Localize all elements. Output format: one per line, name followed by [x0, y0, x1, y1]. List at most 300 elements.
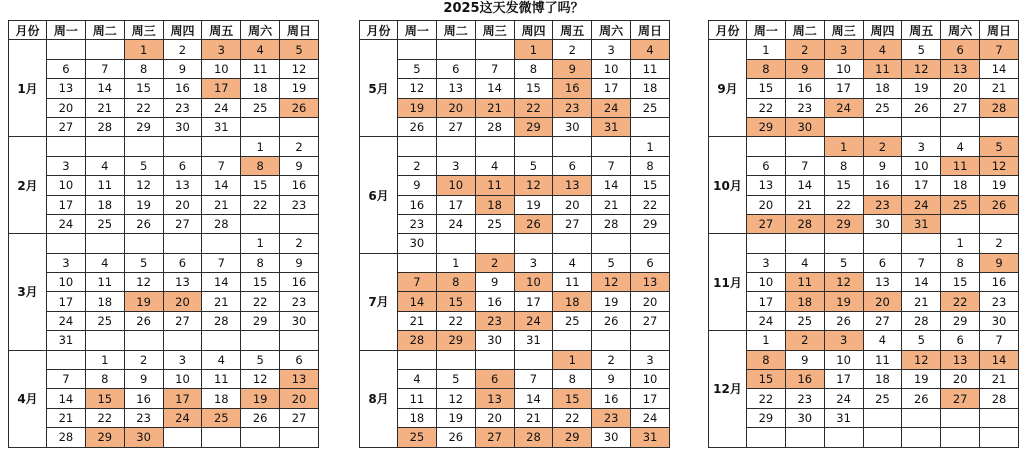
weekday-header: 周一	[47, 21, 86, 40]
posted-day-cell: 1	[553, 350, 592, 369]
day-cell: 9	[124, 370, 163, 389]
weekday-header: 周日	[280, 21, 319, 40]
posted-day-cell: 5	[280, 40, 319, 59]
day-cell: 29	[241, 311, 280, 330]
day-cell: 25	[863, 389, 902, 408]
day-cell: 5	[436, 370, 475, 389]
week-row	[9, 98, 319, 117]
week-row	[360, 79, 670, 98]
empty-day-cell	[163, 331, 202, 350]
day-cell: 22	[747, 389, 786, 408]
day-cell: 1	[241, 137, 280, 156]
day-cell: 10	[824, 59, 863, 78]
day-cell: 25	[85, 214, 124, 233]
empty-day-cell	[163, 137, 202, 156]
weekday-header: 周日	[980, 21, 1019, 40]
week-row	[9, 59, 319, 78]
day-cell: 10	[902, 156, 941, 175]
posted-day-cell: 20	[280, 389, 319, 408]
day-cell: 26	[902, 389, 941, 408]
day-cell: 2	[280, 234, 319, 253]
empty-day-cell	[980, 408, 1019, 427]
day-cell: 31	[824, 408, 863, 427]
day-cell: 15	[241, 273, 280, 292]
day-cell: 8	[824, 156, 863, 175]
weekday-header: 周六	[941, 21, 980, 40]
day-cell: 9	[163, 59, 202, 78]
posted-day-cell: 29	[747, 117, 786, 136]
empty-day-cell	[902, 428, 941, 447]
week-row	[360, 40, 670, 59]
posted-day-cell: 11	[863, 59, 902, 78]
empty-day-cell	[85, 137, 124, 156]
day-cell: 14	[785, 176, 824, 195]
empty-day-cell	[902, 117, 941, 136]
day-cell: 6	[163, 253, 202, 272]
week-row	[9, 40, 319, 59]
posted-day-cell: 23	[863, 195, 902, 214]
week-row	[709, 428, 1019, 447]
posted-day-cell: 3	[824, 40, 863, 59]
day-cell: 30	[398, 234, 437, 253]
empty-day-cell	[747, 428, 786, 447]
day-cell: 28	[85, 117, 124, 136]
posted-day-cell: 10	[436, 176, 475, 195]
header-row	[9, 21, 319, 40]
day-cell: 18	[863, 79, 902, 98]
empty-day-cell	[475, 137, 514, 156]
day-cell: 6	[280, 350, 319, 369]
day-cell: 7	[475, 59, 514, 78]
day-cell: 11	[631, 59, 670, 78]
day-cell: 7	[902, 253, 941, 272]
day-cell: 30	[980, 311, 1019, 330]
day-cell: 12	[280, 59, 319, 78]
day-cell: 22	[436, 311, 475, 330]
month-column-header: 月份	[9, 21, 47, 40]
posted-day-cell: 19	[824, 292, 863, 311]
day-cell: 22	[241, 292, 280, 311]
empty-day-cell	[553, 331, 592, 350]
day-cell: 20	[553, 195, 592, 214]
empty-day-cell	[85, 234, 124, 253]
weekday-header: 周一	[398, 21, 437, 40]
week-row	[360, 292, 670, 311]
day-cell: 19	[514, 195, 553, 214]
week-row	[709, 350, 1019, 369]
day-cell: 3	[592, 40, 631, 59]
week-row	[360, 117, 670, 136]
week-row	[9, 176, 319, 195]
day-cell: 19	[436, 408, 475, 427]
posted-day-cell: 1	[514, 40, 553, 59]
day-cell: 13	[163, 176, 202, 195]
day-cell: 4	[85, 253, 124, 272]
day-cell: 28	[202, 311, 241, 330]
day-cell: 6	[436, 59, 475, 78]
month-label: 3月	[9, 234, 47, 350]
week-row	[360, 195, 670, 214]
day-cell: 26	[824, 311, 863, 330]
empty-day-cell	[824, 117, 863, 136]
day-cell: 16	[163, 79, 202, 98]
header-row	[709, 21, 1019, 40]
day-cell: 7	[514, 370, 553, 389]
posted-day-cell: 8	[241, 156, 280, 175]
posted-day-cell: 15	[85, 389, 124, 408]
day-cell: 16	[592, 389, 631, 408]
day-cell: 28	[592, 214, 631, 233]
day-cell: 15	[824, 176, 863, 195]
day-cell: 5	[902, 331, 941, 350]
posted-day-cell: 28	[398, 331, 437, 350]
day-cell: 8	[85, 370, 124, 389]
day-cell: 21	[398, 311, 437, 330]
day-cell: 14	[902, 273, 941, 292]
day-cell: 9	[475, 273, 514, 292]
empty-day-cell	[514, 350, 553, 369]
day-cell: 5	[592, 253, 631, 272]
day-cell: 22	[553, 408, 592, 427]
day-cell: 5	[514, 156, 553, 175]
month-label: 2月	[9, 137, 47, 234]
day-cell: 9	[280, 156, 319, 175]
empty-day-cell	[280, 428, 319, 447]
week-row	[360, 176, 670, 195]
week-row	[709, 214, 1019, 233]
day-cell: 17	[47, 292, 86, 311]
day-cell: 19	[280, 79, 319, 98]
posted-day-cell: 30	[785, 117, 824, 136]
empty-day-cell	[280, 331, 319, 350]
empty-day-cell	[863, 234, 902, 253]
posted-day-cell: 13	[631, 273, 670, 292]
empty-day-cell	[941, 408, 980, 427]
day-cell: 11	[85, 176, 124, 195]
day-cell: 2	[163, 40, 202, 59]
empty-day-cell	[941, 117, 980, 136]
posted-day-cell: 4	[241, 40, 280, 59]
posted-day-cell: 23	[475, 311, 514, 330]
day-cell: 19	[902, 79, 941, 98]
empty-day-cell	[398, 350, 437, 369]
day-cell: 18	[202, 389, 241, 408]
day-cell: 1	[941, 234, 980, 253]
day-cell: 3	[47, 253, 86, 272]
posted-day-cell: 15	[553, 389, 592, 408]
day-cell: 3	[747, 253, 786, 272]
day-cell: 21	[592, 195, 631, 214]
day-cell: 8	[553, 370, 592, 389]
week-row	[709, 389, 1019, 408]
posted-day-cell: 6	[941, 40, 980, 59]
empty-day-cell	[631, 117, 670, 136]
week-row	[360, 311, 670, 330]
empty-day-cell	[785, 137, 824, 156]
day-cell: 25	[553, 311, 592, 330]
day-cell: 1	[631, 137, 670, 156]
posted-day-cell: 2	[785, 331, 824, 350]
day-cell: 20	[47, 98, 86, 117]
posted-day-cell: 1	[124, 40, 163, 59]
day-cell: 27	[163, 214, 202, 233]
week-row	[9, 214, 319, 233]
day-cell: 6	[553, 156, 592, 175]
day-cell: 29	[747, 408, 786, 427]
weekday-header: 周三	[124, 21, 163, 40]
posted-day-cell: 28	[514, 428, 553, 447]
month-label: 5月	[360, 40, 398, 137]
day-cell: 13	[436, 79, 475, 98]
posted-day-cell: 4	[631, 40, 670, 59]
month-label: 10月	[709, 137, 747, 234]
day-cell: 27	[280, 408, 319, 427]
posted-day-cell: 15	[747, 370, 786, 389]
week-row	[360, 350, 670, 369]
posted-day-cell: 29	[514, 117, 553, 136]
day-cell: 20	[475, 408, 514, 427]
posted-day-cell: 25	[398, 428, 437, 447]
posted-day-cell: 12	[514, 176, 553, 195]
posted-day-cell: 12	[824, 273, 863, 292]
week-row	[360, 59, 670, 78]
day-cell: 28	[475, 117, 514, 136]
posted-day-cell: 18	[475, 195, 514, 214]
posted-day-cell: 1	[824, 137, 863, 156]
posted-day-cell: 16	[553, 79, 592, 98]
posted-day-cell: 19	[241, 389, 280, 408]
posted-day-cell: 6	[475, 370, 514, 389]
empty-day-cell	[747, 137, 786, 156]
day-cell: 18	[241, 79, 280, 98]
day-cell: 14	[592, 176, 631, 195]
day-cell: 9	[785, 350, 824, 369]
day-cell: 10	[747, 273, 786, 292]
posted-day-cell: 12	[980, 156, 1019, 175]
week-row	[360, 408, 670, 427]
empty-day-cell	[553, 234, 592, 253]
day-cell: 16	[280, 273, 319, 292]
week-row	[709, 311, 1019, 330]
day-cell: 27	[163, 311, 202, 330]
day-cell: 17	[747, 292, 786, 311]
posted-day-cell: 24	[592, 98, 631, 117]
day-cell: 4	[863, 331, 902, 350]
posted-day-cell: 26	[514, 214, 553, 233]
posted-day-cell: 24	[824, 98, 863, 117]
day-cell: 22	[124, 98, 163, 117]
day-cell: 2	[592, 350, 631, 369]
week-row	[360, 98, 670, 117]
day-cell: 19	[592, 292, 631, 311]
week-row	[9, 137, 319, 156]
day-cell: 5	[124, 253, 163, 272]
day-cell: 14	[202, 273, 241, 292]
posted-day-cell: 31	[631, 428, 670, 447]
posted-day-cell: 21	[475, 98, 514, 117]
posted-day-cell: 8	[747, 59, 786, 78]
day-cell: 2	[124, 350, 163, 369]
weekday-header: 周四	[514, 21, 553, 40]
posted-day-cell: 9	[553, 59, 592, 78]
day-cell: 17	[824, 79, 863, 98]
empty-day-cell	[980, 214, 1019, 233]
empty-day-cell	[824, 428, 863, 447]
week-row	[9, 253, 319, 272]
day-cell: 25	[475, 214, 514, 233]
month-label: 11月	[709, 234, 747, 331]
posted-day-cell: 29	[436, 331, 475, 350]
empty-day-cell	[902, 408, 941, 427]
day-cell: 29	[631, 214, 670, 233]
day-cell: 20	[163, 195, 202, 214]
empty-day-cell	[47, 234, 86, 253]
day-cell: 26	[398, 117, 437, 136]
day-cell: 16	[785, 79, 824, 98]
day-cell: 24	[631, 408, 670, 427]
empty-day-cell	[163, 234, 202, 253]
weekday-header: 周日	[631, 21, 670, 40]
day-cell: 28	[980, 389, 1019, 408]
month-label: 1月	[9, 40, 47, 137]
empty-day-cell	[785, 428, 824, 447]
week-row	[709, 98, 1019, 117]
posted-day-cell: 25	[941, 195, 980, 214]
posted-day-cell: 28	[980, 98, 1019, 117]
day-cell: 28	[202, 214, 241, 233]
week-row	[709, 370, 1019, 389]
posted-day-cell: 2	[475, 253, 514, 272]
posted-day-cell: 13	[280, 370, 319, 389]
day-cell: 6	[47, 59, 86, 78]
day-cell: 26	[592, 311, 631, 330]
posted-day-cell: 14	[980, 350, 1019, 369]
posted-day-cell: 20	[863, 292, 902, 311]
weekday-header: 周二	[785, 21, 824, 40]
week-row	[9, 273, 319, 292]
day-cell: 25	[631, 98, 670, 117]
day-cell: 7	[85, 59, 124, 78]
day-cell: 20	[941, 370, 980, 389]
day-cell: 25	[241, 98, 280, 117]
posted-day-cell: 24	[514, 311, 553, 330]
day-cell: 19	[980, 176, 1019, 195]
week-row	[9, 389, 319, 408]
day-cell: 15	[631, 176, 670, 195]
day-cell: 24	[824, 389, 863, 408]
empty-day-cell	[241, 117, 280, 136]
week-row	[9, 195, 319, 214]
day-cell: 30	[863, 214, 902, 233]
day-cell: 30	[592, 428, 631, 447]
empty-day-cell	[398, 137, 437, 156]
empty-day-cell	[631, 331, 670, 350]
weekday-header: 周三	[475, 21, 514, 40]
weekday-header: 周一	[747, 21, 786, 40]
day-cell: 17	[631, 389, 670, 408]
posted-day-cell: 3	[824, 331, 863, 350]
weekday-header: 周四	[163, 21, 202, 40]
day-cell: 10	[47, 273, 86, 292]
weekday-header: 周二	[85, 21, 124, 40]
posted-day-cell: 23	[553, 98, 592, 117]
posted-day-cell: 4	[863, 40, 902, 59]
posted-day-cell: 2	[863, 137, 902, 156]
day-cell: 6	[863, 253, 902, 272]
empty-day-cell	[747, 234, 786, 253]
day-cell: 18	[863, 370, 902, 389]
posted-day-cell: 24	[163, 408, 202, 427]
day-cell: 26	[124, 214, 163, 233]
month-label: 12月	[709, 331, 747, 447]
week-row	[9, 311, 319, 330]
week-row	[709, 117, 1019, 136]
week-row	[9, 331, 319, 350]
day-cell: 15	[124, 79, 163, 98]
day-cell: 21	[902, 292, 941, 311]
day-cell: 24	[202, 98, 241, 117]
posted-day-cell: 14	[398, 292, 437, 311]
empty-day-cell	[436, 350, 475, 369]
day-cell: 2	[553, 40, 592, 59]
day-cell: 18	[85, 292, 124, 311]
day-cell: 16	[863, 176, 902, 195]
day-cell: 14	[85, 79, 124, 98]
day-cell: 17	[902, 176, 941, 195]
day-cell: 24	[47, 311, 86, 330]
empty-day-cell	[241, 214, 280, 233]
week-row	[709, 79, 1019, 98]
empty-day-cell	[124, 137, 163, 156]
day-cell: 27	[47, 117, 86, 136]
day-cell: 9	[280, 253, 319, 272]
day-cell: 26	[124, 311, 163, 330]
posted-day-cell: 27	[941, 389, 980, 408]
month-column-header: 月份	[360, 21, 398, 40]
day-cell: 23	[785, 389, 824, 408]
day-cell: 6	[747, 156, 786, 175]
day-cell: 21	[514, 408, 553, 427]
posted-day-cell: 12	[902, 59, 941, 78]
month-label: 4月	[9, 350, 47, 447]
day-cell: 21	[202, 292, 241, 311]
empty-day-cell	[592, 331, 631, 350]
day-cell: 2	[980, 234, 1019, 253]
posted-day-cell: 13	[475, 389, 514, 408]
day-cell: 27	[436, 117, 475, 136]
day-cell: 4	[553, 253, 592, 272]
day-cell: 1	[747, 331, 786, 350]
month-label: 8月	[360, 350, 398, 447]
day-cell: 26	[241, 408, 280, 427]
day-cell: 6	[941, 331, 980, 350]
week-row	[9, 428, 319, 447]
day-cell: 16	[124, 389, 163, 408]
day-cell: 10	[824, 350, 863, 369]
day-cell: 13	[163, 273, 202, 292]
weekday-header: 周五	[202, 21, 241, 40]
posted-day-cell: 17	[163, 389, 202, 408]
day-cell: 18	[941, 176, 980, 195]
empty-day-cell	[85, 40, 124, 59]
week-row	[709, 59, 1019, 78]
week-row	[360, 234, 670, 253]
day-cell: 22	[631, 195, 670, 214]
day-cell: 14	[980, 59, 1019, 78]
day-cell: 15	[514, 79, 553, 98]
day-cell: 2	[280, 137, 319, 156]
day-cell: 4	[785, 253, 824, 272]
